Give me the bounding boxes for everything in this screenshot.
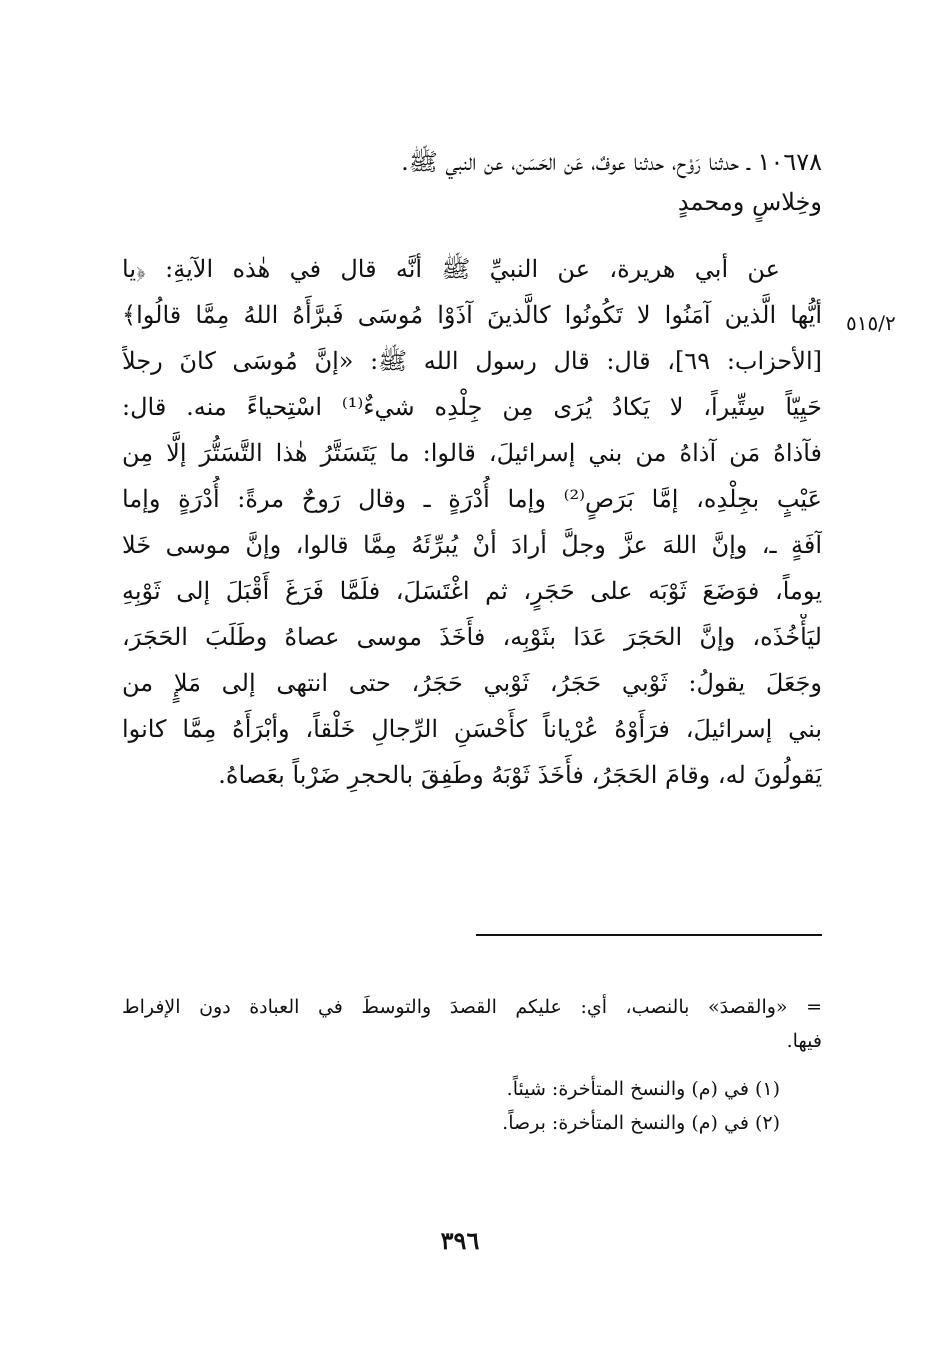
- text-line: حَيِيّاً سِتِّيراً، لا يَكادُ يُرَى مِن جِلْدِه شيءٌ⁽¹⁾ اسْتِحياءً منه. قال:: [122, 393, 822, 421]
- hadith-header: [122, 142, 822, 222]
- hadith-isnad-line: ١٠٦٧٨ ـ حدثنا رَوْح، حدثنا عوفٌ، عَن الحَسَن، عن النبي ﷺ.: [401, 148, 822, 176]
- footnote-2: (٢) في (م) والنسخ المتأخرة: برصاً.: [502, 1112, 780, 1134]
- text-line: عَيْبٍ بجِلْدِه، إمَّا بَرَصٍ⁽²⁾ وإما أُدْرَةٍ ـ وقال رَوحٌ مرةً: أُدْرَةٍ وإما: [122, 485, 822, 513]
- text-line: ليَأْخُذَه، وإنَّ الحَجَرَ عَدَا بثَوْبِه، فأَخَذَ موسى عصاهُ وطَلَبَ الحَجَرَ،: [122, 623, 822, 651]
- hadith-main-text: [122, 246, 822, 798]
- text-line: آفَةٍ ـ، وإنَّ اللهَ عزَّ وجلَّ أرادَ أنْ يُبرِّئَهُ مِمَّا قالوا، وإنَّ موسى خَلا: [122, 531, 822, 559]
- footnote-separator: [476, 934, 822, 936]
- text-line: وجَعَلَ يقولُ: ثَوْبي حَجَرُ، ثَوْبي حَجَرُ، حتى انتهى إلى مَلإٍ من: [122, 669, 822, 697]
- page-number: ٣٩٦: [440, 1226, 480, 1255]
- margin-volume-page-reference: ٥١٥/٢: [846, 311, 896, 335]
- text-line: فآذاهُ مَن آذاهُ من بني إسرائيلَ، قالوا: ما يَتَسَتَّرُ هٰذا التَّسَتُّرَ إلَّا مِن: [122, 439, 822, 467]
- text-line: بني إسرائيلَ، فرَأَوْهُ عُرْياناً كأَحْسَنِ الرِّجالِ خَلْقاً، وأبْرَأَهُ مِمَّا كانوا: [122, 715, 822, 743]
- text-line: أيُّها الَّذين آمَنُوا لا تَكُونُوا كالَّذينَ آذَوْا مُوسَى فَبرَّأَهُ اللهُ مِمَّا قالُوا﴾: [122, 301, 822, 329]
- hadith-isnad-continuation: وخِلاسٍ ومحمدٍ: [677, 188, 822, 216]
- footnote-1: (١) في (م) والنسخ المتأخرة: شيئاً.: [506, 1078, 780, 1100]
- footnote-continuation: = «والقصدَ» بالنصب، أي: عليكم القصدَ والتوسطَ في العبادة دون الإفراط: [122, 996, 822, 1018]
- text-line: عن أبي هريرة، عن النبيِّ ﷺ أنَّه قال في هٰذه الآيةِ: ﴿يا: [122, 255, 780, 283]
- footnotes: [122, 990, 822, 1140]
- text-line: [الأحزاب: ٦٩]، قال: قال رسول الله ﷺ: «إنَّ مُوسَى كانَ رجلاً: [122, 347, 822, 375]
- text-line: يَقولُونَ له، وقامَ الحَجَرُ، فأَخَذَ ثَوْبَهُ وطَفِقَ بالحجرِ ضَرْباً بعَصاهُ.: [218, 761, 822, 789]
- footnote-continuation-end: فيها.: [786, 1030, 822, 1052]
- text-line: يوماً، فوَضَعَ ثَوْبَه على حَجَرٍ، ثم اغْتَسَلَ، فلَمَّا فَرَغَ أَقْبَلَ إلى ثَوْبِهِ: [122, 577, 822, 605]
